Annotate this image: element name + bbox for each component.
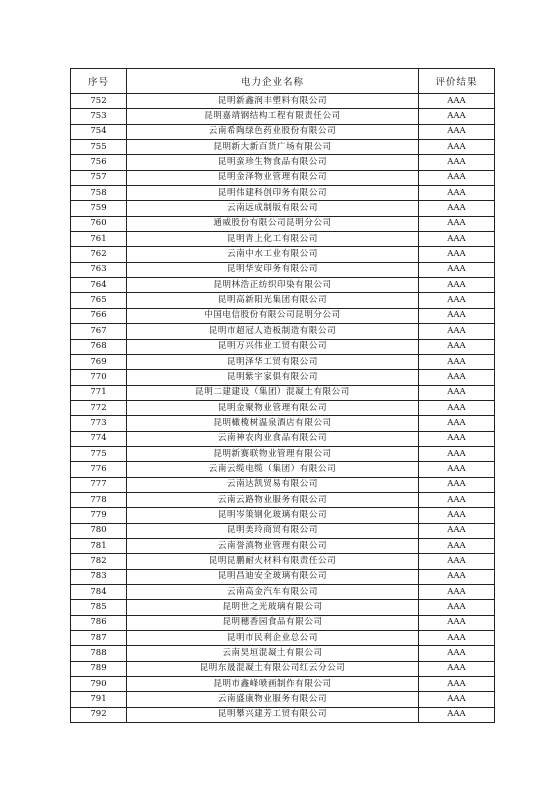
rating-result: AAA xyxy=(419,492,495,507)
table-row xyxy=(71,554,495,569)
rating-result: AAA xyxy=(419,94,495,109)
row-index: 752 xyxy=(71,94,127,109)
table-row xyxy=(71,216,495,231)
company-name: 云南中水工业有限公司 xyxy=(127,247,419,262)
company-name: 昆明伟建科创印务有限公司 xyxy=(127,186,419,201)
company-name: 中国电信股份有限公司昆明分公司 xyxy=(127,308,419,323)
row-index: 791 xyxy=(71,692,127,707)
table-header xyxy=(71,69,495,94)
company-name: 昆明金聚物业管理有限公司 xyxy=(127,400,419,415)
header-row xyxy=(71,69,495,94)
company-name: 通威股份有限公司昆明分公司 xyxy=(127,216,419,231)
header-rating-result: 评价结果 xyxy=(419,69,495,94)
rating-result: AAA xyxy=(419,446,495,461)
table-row xyxy=(71,293,495,308)
rating-result: AAA xyxy=(419,707,495,722)
rating-result: AAA xyxy=(419,293,495,308)
row-index: 781 xyxy=(71,538,127,553)
row-index: 755 xyxy=(71,140,127,155)
company-name: 昆明岑策钢化玻璃有限公司 xyxy=(127,508,419,523)
table-row xyxy=(71,201,495,216)
rating-result: AAA xyxy=(419,278,495,293)
rating-result: AAA xyxy=(419,186,495,201)
company-name: 云南希陶绿色药业股份有限公司 xyxy=(127,124,419,139)
table-row xyxy=(71,416,495,431)
company-name: 昆明美玲商贸有限公司 xyxy=(127,523,419,538)
company-name: 昆明紫宇家俱有限公司 xyxy=(127,370,419,385)
rating-result: AAA xyxy=(419,370,495,385)
company-name: 昆明世之光玻璃有限公司 xyxy=(127,600,419,615)
table-row xyxy=(71,109,495,124)
rating-result: AAA xyxy=(419,354,495,369)
company-name: 昆明新赛联物业管理有限公司 xyxy=(127,446,419,461)
table-row xyxy=(71,385,495,400)
table-row xyxy=(71,400,495,415)
row-index: 757 xyxy=(71,170,127,185)
row-index: 771 xyxy=(71,385,127,400)
table-row xyxy=(71,692,495,707)
rating-result: AAA xyxy=(419,140,495,155)
company-name: 昆明橄榄树温泉酒店有限公司 xyxy=(127,416,419,431)
rating-result: AAA xyxy=(419,124,495,139)
rating-result: AAA xyxy=(419,677,495,692)
table-row xyxy=(71,569,495,584)
rating-result: AAA xyxy=(419,569,495,584)
row-index: 790 xyxy=(71,677,127,692)
row-index: 759 xyxy=(71,201,127,216)
table-row xyxy=(71,262,495,277)
row-index: 778 xyxy=(71,492,127,507)
rating-result: AAA xyxy=(419,170,495,185)
rating-result: AAA xyxy=(419,585,495,600)
company-name: 云南远成制版有限公司 xyxy=(127,201,419,216)
company-name: 昆明青上化工有限公司 xyxy=(127,232,419,247)
company-name: 昆明泽华工贸有限公司 xyxy=(127,354,419,369)
row-index: 784 xyxy=(71,585,127,600)
rating-result: AAA xyxy=(419,477,495,492)
row-index: 761 xyxy=(71,232,127,247)
company-name: 云南云路物业服务有限公司 xyxy=(127,492,419,507)
table-body xyxy=(71,94,495,723)
row-index: 792 xyxy=(71,707,127,722)
rating-table xyxy=(70,68,495,723)
company-name: 昆明华安印务有限公司 xyxy=(127,262,419,277)
table-row xyxy=(71,186,495,201)
rating-result: AAA xyxy=(419,385,495,400)
table-row xyxy=(71,370,495,385)
row-index: 760 xyxy=(71,216,127,231)
table-row xyxy=(71,477,495,492)
rating-result: AAA xyxy=(419,646,495,661)
rating-result: AAA xyxy=(419,109,495,124)
company-name: 昆明新大新百货广场有限公司 xyxy=(127,140,419,155)
table-row xyxy=(71,446,495,461)
row-index: 776 xyxy=(71,462,127,477)
company-name: 昆明昆鹏耐火材料有限责任公司 xyxy=(127,554,419,569)
company-name: 昆明市民利企业总公司 xyxy=(127,631,419,646)
company-name: 昆明嘉靖钢结构工程有限责任公司 xyxy=(127,109,419,124)
row-index: 788 xyxy=(71,646,127,661)
rating-result: AAA xyxy=(419,431,495,446)
row-index: 787 xyxy=(71,631,127,646)
table-row xyxy=(71,94,495,109)
company-name: 云南神农肉业食品有限公司 xyxy=(127,431,419,446)
company-name: 昆明市鑫峰喷画制作有限公司 xyxy=(127,677,419,692)
row-index: 782 xyxy=(71,554,127,569)
company-name: 云南达凯贸易有限公司 xyxy=(127,477,419,492)
rating-result: AAA xyxy=(419,416,495,431)
rating-result: AAA xyxy=(419,247,495,262)
company-name: 昆明金泽物业管理有限公司 xyxy=(127,170,419,185)
row-index: 753 xyxy=(71,109,127,124)
row-index: 779 xyxy=(71,508,127,523)
rating-result: AAA xyxy=(419,324,495,339)
rating-result: AAA xyxy=(419,462,495,477)
table-row xyxy=(71,431,495,446)
row-index: 762 xyxy=(71,247,127,262)
row-index: 769 xyxy=(71,354,127,369)
rating-result: AAA xyxy=(419,615,495,630)
rating-result: AAA xyxy=(419,155,495,170)
company-name: 昆明万兴伟业工贸有限公司 xyxy=(127,339,419,354)
row-index: 770 xyxy=(71,370,127,385)
company-name: 云南云缆电缆（集团）有限公司 xyxy=(127,462,419,477)
company-name: 昆明东晟混凝土有限公司红云分公司 xyxy=(127,661,419,676)
row-index: 780 xyxy=(71,523,127,538)
company-name: 昆明林浩正纺织印染有限公司 xyxy=(127,278,419,293)
rating-result: AAA xyxy=(419,523,495,538)
table-row xyxy=(71,677,495,692)
table-row xyxy=(71,600,495,615)
row-index: 789 xyxy=(71,661,127,676)
rating-result: AAA xyxy=(419,508,495,523)
company-name: 昆明蛮珍生物食品有限公司 xyxy=(127,155,419,170)
rating-result: AAA xyxy=(419,262,495,277)
row-index: 756 xyxy=(71,155,127,170)
row-index: 768 xyxy=(71,339,127,354)
company-name: 昆明昌迪安全玻璃有限公司 xyxy=(127,569,419,584)
rating-result: AAA xyxy=(419,661,495,676)
row-index: 765 xyxy=(71,293,127,308)
row-index: 758 xyxy=(71,186,127,201)
company-name: 昆明高新阳光集团有限公司 xyxy=(127,293,419,308)
row-index: 775 xyxy=(71,446,127,461)
rating-result: AAA xyxy=(419,600,495,615)
table-row xyxy=(71,492,495,507)
table-row xyxy=(71,354,495,369)
rating-result: AAA xyxy=(419,554,495,569)
company-name: 云南誉滇物业管理有限公司 xyxy=(127,538,419,553)
company-name: 昆明穗香园食品有限公司 xyxy=(127,615,419,630)
table-row xyxy=(71,170,495,185)
table-row xyxy=(71,646,495,661)
table-row xyxy=(71,308,495,323)
table-row xyxy=(71,585,495,600)
table-row xyxy=(71,508,495,523)
rating-result: AAA xyxy=(419,692,495,707)
company-name: 昆明市超冠人造板制造有限公司 xyxy=(127,324,419,339)
rating-result: AAA xyxy=(419,538,495,553)
company-name: 云南昊垣混凝土有限公司 xyxy=(127,646,419,661)
company-name: 昆明新鑫润丰塑料有限公司 xyxy=(127,94,419,109)
row-index: 763 xyxy=(71,262,127,277)
company-name: 云南盛康物业服务有限公司 xyxy=(127,692,419,707)
row-index: 772 xyxy=(71,400,127,415)
table-row xyxy=(71,538,495,553)
row-index: 783 xyxy=(71,569,127,584)
rating-result: AAA xyxy=(419,631,495,646)
rating-result: AAA xyxy=(419,216,495,231)
table-row xyxy=(71,615,495,630)
table-row xyxy=(71,278,495,293)
table-row xyxy=(71,140,495,155)
table-row xyxy=(71,339,495,354)
header-company-name: 电力企业名称 xyxy=(127,69,419,94)
table-row xyxy=(71,661,495,676)
row-index: 774 xyxy=(71,431,127,446)
table-row xyxy=(71,232,495,247)
company-name: 昆明二建建设（集团）混凝土有限公司 xyxy=(127,385,419,400)
rating-result: AAA xyxy=(419,308,495,323)
table-row xyxy=(71,124,495,139)
row-index: 767 xyxy=(71,324,127,339)
table-row xyxy=(71,247,495,262)
rating-result: AAA xyxy=(419,201,495,216)
row-index: 786 xyxy=(71,615,127,630)
rating-result: AAA xyxy=(419,232,495,247)
company-name: 昆明攀兴建芳工贸有限公司 xyxy=(127,707,419,722)
table-row xyxy=(71,324,495,339)
row-index: 764 xyxy=(71,278,127,293)
row-index: 766 xyxy=(71,308,127,323)
header-index: 序号 xyxy=(71,69,127,94)
row-index: 777 xyxy=(71,477,127,492)
row-index: 754 xyxy=(71,124,127,139)
row-index: 785 xyxy=(71,600,127,615)
row-index: 773 xyxy=(71,416,127,431)
rating-result: AAA xyxy=(419,339,495,354)
company-name: 云南高金汽车有限公司 xyxy=(127,585,419,600)
table-row xyxy=(71,707,495,722)
table-row xyxy=(71,631,495,646)
rating-result: AAA xyxy=(419,400,495,415)
table-row xyxy=(71,523,495,538)
table-row xyxy=(71,462,495,477)
table-row xyxy=(71,155,495,170)
